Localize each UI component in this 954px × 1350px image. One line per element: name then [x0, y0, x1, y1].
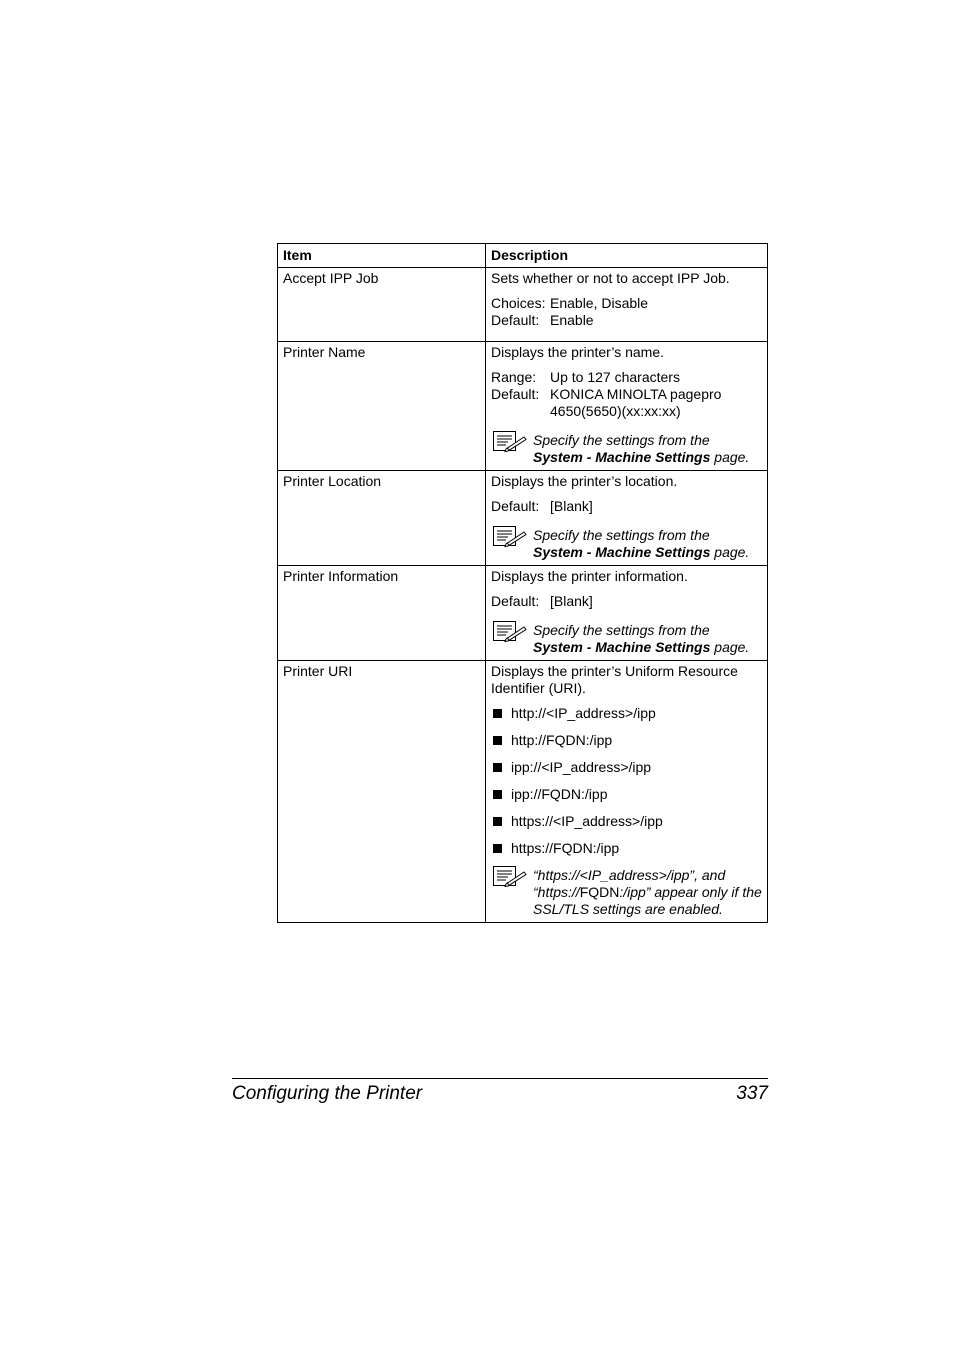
- key-value-list: [491, 295, 763, 329]
- note-pre: Specify the settings from the: [533, 622, 710, 638]
- description-cell: [486, 566, 768, 661]
- note: [491, 527, 763, 561]
- description-text: Sets whether or not to accept IPP Job.: [491, 270, 730, 286]
- note-part-c: :/ipp” appear only if the SSL/TLS settings are enabled.: [533, 884, 762, 917]
- table-row: [278, 471, 768, 566]
- note-text: [533, 527, 763, 561]
- uri-text: ipp://FQDN:/ipp: [511, 786, 608, 802]
- description-cell: [486, 471, 768, 566]
- note-pencil-icon: [492, 525, 528, 549]
- note-pencil-icon: [492, 865, 528, 889]
- kv-key: Choices:: [491, 295, 546, 311]
- table-row: [278, 268, 768, 342]
- settings-table: [277, 243, 768, 923]
- list-item: [491, 786, 763, 803]
- note-post: page.: [710, 449, 750, 465]
- kv-key: Default:: [491, 593, 540, 609]
- kv-value: KONICA MINOLTA pagepro 4650(5650)(xx:xx:xx): [550, 386, 722, 419]
- kv-key: Default:: [491, 386, 540, 402]
- header-description: Description: [486, 244, 768, 268]
- square-bullet-icon: [493, 790, 502, 799]
- header-item: Item: [278, 244, 486, 268]
- table-row: [278, 342, 768, 471]
- note-bold: System - Machine Settings: [533, 639, 711, 655]
- kv-row: [491, 369, 763, 386]
- table-header-row: [278, 244, 768, 268]
- note-text: [533, 867, 763, 918]
- note-bold: System - Machine Settings: [533, 544, 711, 560]
- kv-value: [Blank]: [550, 593, 593, 609]
- uri-list: [491, 705, 763, 857]
- kv-row: [491, 386, 763, 420]
- kv-key: Default:: [491, 312, 540, 328]
- key-value-list: [491, 369, 763, 420]
- kv-key: Default:: [491, 498, 540, 514]
- list-item: [491, 759, 763, 776]
- list-item: [491, 732, 763, 749]
- item-cell: Accept IPP Job: [278, 268, 486, 342]
- kv-value: Enable: [550, 312, 594, 328]
- square-bullet-icon: [493, 763, 502, 772]
- table-row: [278, 661, 768, 923]
- square-bullet-icon: [493, 844, 502, 853]
- key-value-list: [491, 498, 763, 515]
- description-text: Displays the printer’s location.: [491, 473, 678, 489]
- uri-text: http://<IP_address>/ipp: [511, 705, 656, 721]
- list-item: [491, 813, 763, 830]
- list-item: [491, 840, 763, 857]
- item-cell: Printer Name: [278, 342, 486, 471]
- description-text: Displays the printer’s name.: [491, 344, 665, 360]
- kv-value: Enable, Disable: [550, 295, 649, 311]
- uri-text: https://FQDN:/ipp: [511, 840, 620, 856]
- footer-page-number: 337: [736, 1083, 768, 1104]
- kv-row: [491, 498, 763, 515]
- square-bullet-icon: [493, 817, 502, 826]
- description-text: Displays the printer’s Uniform Resource Identifier (URI).: [491, 663, 738, 696]
- note-part-a: “https://<IP_address>/ipp”, and “https://: [533, 867, 726, 900]
- description-text: Displays the printer information.: [491, 568, 688, 584]
- list-item: [491, 705, 763, 722]
- table-row: [278, 566, 768, 661]
- note-text: [533, 622, 763, 656]
- note-post: page.: [710, 544, 750, 560]
- note-pencil-icon: [492, 620, 528, 644]
- uri-text: ipp://<IP_address>/ipp: [511, 759, 652, 775]
- kv-value: [Blank]: [550, 498, 593, 514]
- uri-text: http://FQDN:/ipp: [511, 732, 613, 748]
- item-cell: Printer Location: [278, 471, 486, 566]
- square-bullet-icon: [493, 709, 502, 718]
- note: [491, 867, 763, 918]
- key-value-list: [491, 593, 763, 610]
- note-text: [533, 432, 763, 466]
- note-pre: Specify the settings from the: [533, 432, 710, 448]
- item-cell: Printer URI: [278, 661, 486, 923]
- note-bold: System - Machine Settings: [533, 449, 711, 465]
- kv-row: [491, 295, 763, 312]
- item-cell: Printer Information: [278, 566, 486, 661]
- note: [491, 432, 763, 466]
- uri-text: https://<IP_address>/ipp: [511, 813, 663, 829]
- description-cell: [486, 661, 768, 923]
- kv-row: [491, 593, 763, 610]
- note-pre: Specify the settings from the: [533, 527, 710, 543]
- description-cell: [486, 268, 768, 342]
- footer-chapter-title: Configuring the Printer: [232, 1083, 423, 1104]
- kv-row: [491, 312, 763, 329]
- note: [491, 622, 763, 656]
- square-bullet-icon: [493, 736, 502, 745]
- note-part-b: FQDN: [579, 884, 620, 900]
- kv-key: Range:: [491, 369, 537, 385]
- kv-value: Up to 127 characters: [550, 369, 680, 385]
- description-cell: [486, 342, 768, 471]
- note-post: page.: [710, 639, 750, 655]
- page-footer: [232, 1078, 768, 1104]
- note-pencil-icon: [492, 430, 528, 454]
